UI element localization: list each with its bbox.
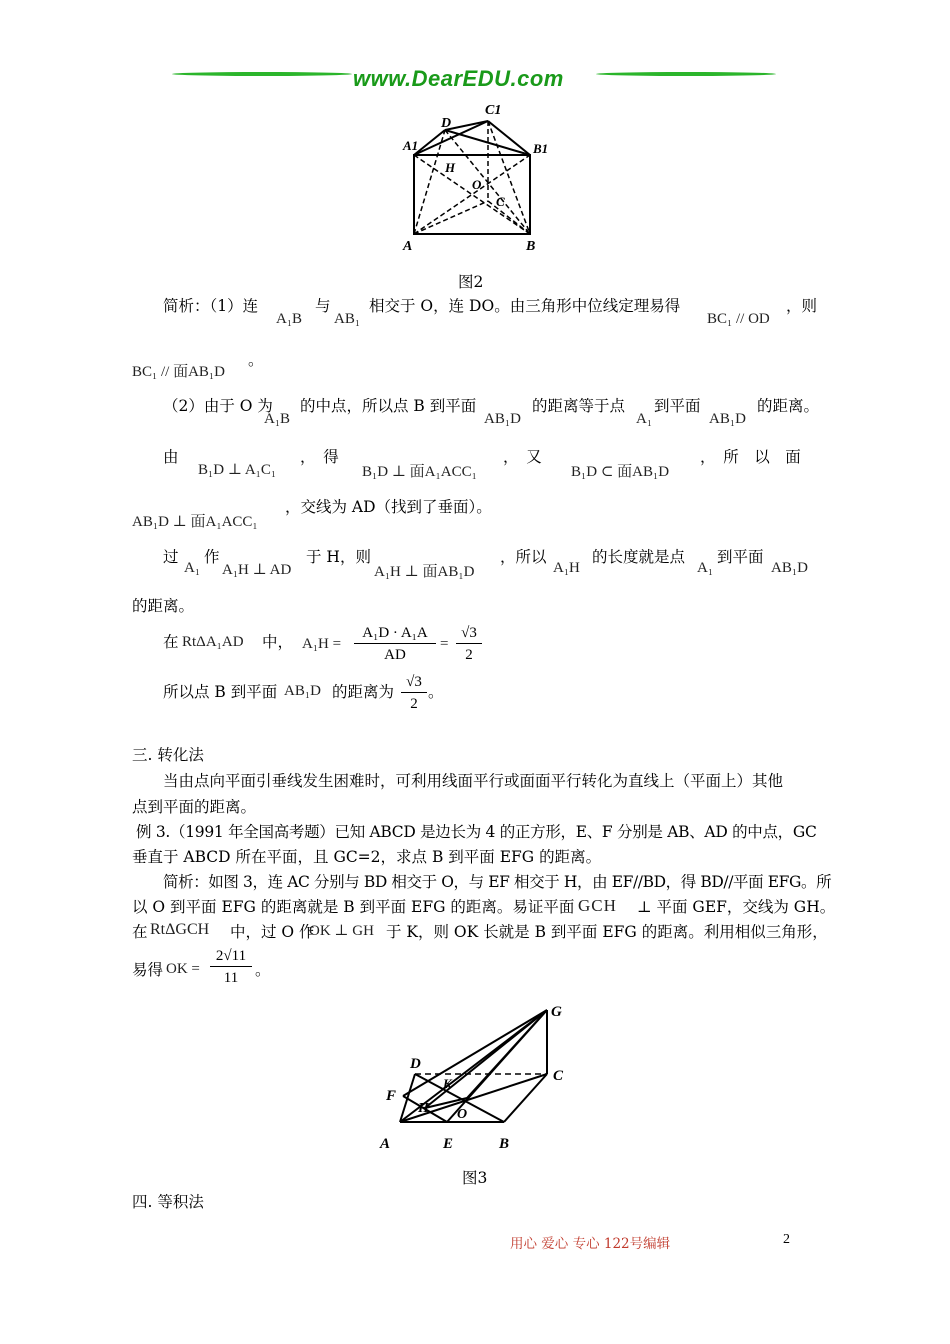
analysis3-end: ， 所 以 面	[700, 448, 801, 466]
math-OK-eq: OK =	[166, 961, 200, 977]
math-A1B: A₁B	[276, 311, 303, 327]
fraction-num: A₁D · A₁A	[354, 623, 436, 644]
section3-analysis-c2: 中，过 O 作	[230, 923, 315, 941]
analysis1-text-c: 相交于 O，连 DO。由三角形中位线定理易得	[369, 297, 681, 315]
math-AB1D-perp-face: AB₁D ⊥ 面A₁ACC₁	[132, 514, 258, 530]
fig3-label-F: F	[386, 1088, 397, 1104]
math-A1H-eq: A₁H =	[302, 636, 342, 652]
math-A1-4: A₁	[184, 560, 201, 576]
math-BC1-parallel-face: BC₁ // 面AB₁D	[132, 364, 225, 380]
analysis3-you: 由	[163, 448, 179, 466]
fraction-den: 11	[223, 970, 239, 986]
analysis5-zhong: 中，	[262, 633, 294, 651]
analysis1-end: 。	[248, 351, 264, 369]
fig3-label-A: A	[380, 1136, 391, 1152]
analysis2-text-e: 的距离。	[757, 397, 820, 415]
section3-analysis-d1: 易得	[132, 961, 164, 979]
analysis4-zuo: 作	[204, 548, 220, 566]
analysis4-len: 的长度就是点	[592, 548, 686, 566]
section3-title: 三. 转化法	[132, 746, 204, 764]
math-AB1D-6: AB₁D	[284, 683, 321, 699]
fig3-label-H: H	[418, 1101, 429, 1116]
fig2-label-A: A	[403, 239, 413, 254]
analysis2-text-c: 的距离等于点	[532, 397, 626, 415]
fig2-label-H: H	[445, 160, 456, 175]
analysis2-text-a: （2）由于 O 为	[163, 397, 273, 415]
analysis2-text-b: 的中点，所以点 B 到平面	[300, 397, 477, 415]
analysis6-text: 所以点 B 到平面	[163, 683, 278, 701]
page-number: 2	[783, 1232, 790, 1247]
fig3-label-E: E	[443, 1136, 454, 1152]
fraction-den: 2	[465, 647, 473, 663]
analysis4-guo: 过	[163, 548, 179, 566]
analysis4-dao: 到平面	[717, 548, 764, 566]
fraction-den: AD	[384, 647, 406, 663]
example3-line-b: 垂直于 ABCD 所在平面，且 GC=2，求点 B 到平面 EFG 的距离。	[132, 848, 602, 866]
math-A1H-perp-AD: A₁H ⊥ AD	[222, 562, 292, 578]
fraction-num: √3	[456, 623, 482, 644]
fig3-label-K: K	[443, 1076, 452, 1091]
analysis3-you2: ， 又	[503, 448, 542, 466]
fig2-label-A1: A1	[403, 138, 419, 153]
fig3-label-C: C	[553, 1068, 564, 1084]
header-right-swoosh	[596, 72, 776, 76]
analysis1-text-b: 与	[315, 297, 331, 315]
fig3-label-D: D	[410, 1056, 421, 1072]
math-AB1D-2: AB₁D	[484, 411, 521, 427]
math-A1H: A₁H	[553, 560, 580, 576]
figure-3-diagram	[375, 998, 575, 1158]
header-left-swoosh	[172, 72, 352, 76]
fraction-sqrt3-over-2	[456, 623, 482, 666]
section3-analysis-c1: 在	[132, 923, 148, 941]
analysis4-yu: 于 H，则	[306, 548, 371, 566]
analysis5-zai: 在	[163, 633, 179, 651]
section4-title: 四. 等积法	[132, 1193, 204, 1211]
math-right-triangle-GCH: RtΔGCH	[150, 921, 210, 938]
figure-2-caption: 图2	[458, 273, 484, 291]
math-equals: =	[440, 636, 449, 652]
section3-p1a: 当由点向平面引垂线发生困难时，可利用线面平行或面面平行转化为直线上（平面上）其他	[163, 772, 784, 790]
analysis2-text-d: 到平面	[654, 397, 701, 415]
footer-text: 用心 爱心 专心 122号编辑	[510, 1236, 671, 1252]
math-OK-perp-GH: OK ⊥ GH	[309, 923, 374, 939]
math-A1-4b: A₁	[697, 560, 714, 576]
math-AB1: AB₁	[334, 311, 361, 327]
analysis6-end: 。	[428, 683, 444, 701]
fig2-label-D: D	[441, 116, 452, 131]
analysis1-text-d: ，则	[786, 297, 818, 315]
figure-2-diagram	[395, 98, 555, 258]
fig3-label-G: G	[551, 1004, 562, 1020]
section3-analysis-d-end: 。	[255, 961, 271, 979]
fraction-den: 2	[410, 696, 418, 712]
analysis6-text2: 的距离为	[332, 683, 395, 701]
fig2-label-C: C	[496, 194, 505, 209]
math-B1D-subset-face: B₁D ⊂ 面AB₁D	[571, 464, 670, 480]
math-AB1D-2b: AB₁D	[709, 411, 746, 427]
fig2-label-C1: C1	[485, 103, 502, 118]
figure-3-caption: 图3	[462, 1169, 488, 1187]
fig2-label-B1: B1	[533, 141, 549, 156]
fig2-label-B: B	[526, 239, 536, 254]
section3-analysis-a: 简析：如图 3，连 AC 分别与 BD 相交于 O，与 EF 相交于 H，由 EF//BD，得 BD//平面 EFG。所	[163, 873, 832, 891]
section3-analysis-b2: ⊥ 平面 GEF，交线为 GH。	[637, 898, 836, 916]
fraction-2sqrt11-over-11	[210, 946, 252, 989]
math-B1D-perp-face: B₁D ⊥ 面A₁ACC₁	[362, 464, 477, 480]
fraction-num: 2√11	[210, 946, 252, 967]
analysis4-juli: 的距离。	[132, 597, 195, 615]
section3-p1b: 点到平面的距离。	[132, 798, 257, 816]
fraction-num: √3	[401, 672, 427, 693]
math-A1B-2: A₁B	[264, 411, 291, 427]
analysis3-tail: ，交线为 AD（找到了垂面）。	[285, 498, 492, 516]
analysis4-suoyi: ，所以	[500, 548, 547, 566]
example3-line-a: 例 3.（1991 年全国高考题）已知 ABCD 是边长为 4 的正方形，E、F 分别是 AB、AD 的中点，GC	[136, 823, 817, 841]
fraction-sqrt3-over-2-b	[401, 672, 427, 715]
math-A1-2: A₁	[636, 411, 653, 427]
math-AB1D-4: AB₁D	[771, 560, 808, 576]
fig2-label-O: O	[472, 177, 482, 192]
fraction-A1D-A1A-over-AD	[354, 623, 436, 666]
analysis1-text-a: 简析：（1）连	[163, 297, 259, 315]
fig3-label-O: O	[457, 1107, 468, 1122]
math-A1H-perp-face: A₁H ⊥ 面AB₁D	[374, 564, 475, 580]
math-right-triangle: RtΔA₁AD	[182, 634, 244, 650]
fig3-label-B: B	[499, 1136, 510, 1152]
section3-analysis-c3: 于 K，则 OK 长就是 B 到平面 EFG 的距离。利用相似三角形，	[386, 923, 828, 941]
site-logo[interactable]: www.DearEDU.com	[353, 66, 564, 91]
math-GCH: GCH	[578, 896, 617, 915]
math-BC1-parallel-OD: BC₁ // OD	[707, 311, 770, 327]
math-B1D-perp-A1C1: B₁D ⊥ A₁C₁	[198, 462, 277, 478]
analysis3-de: ， 得	[300, 448, 339, 466]
section3-analysis-b1: 以 O 到平面 EFG 的距离就是 B 到平面 EFG 的距离。易证平面	[132, 898, 575, 916]
